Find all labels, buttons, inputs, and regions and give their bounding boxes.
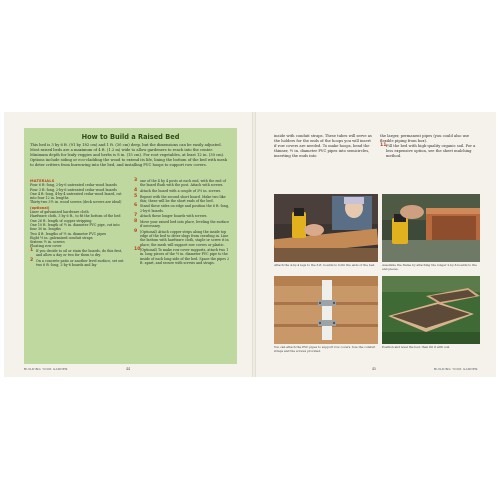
photo-finished-beds xyxy=(382,276,480,344)
step-number: 7 xyxy=(134,213,138,219)
step-number: 11 xyxy=(380,142,387,148)
optional-item: Eight ½ in. galvanized conduit straps xyxy=(30,235,93,240)
step-text: Repeat with the second short board. Make two like this; these will be the short ends of the bed. xyxy=(140,194,226,203)
book-spine xyxy=(252,112,256,377)
step-number: 2 xyxy=(30,257,34,263)
optional-item: Sixteen ½ in. screws xyxy=(30,240,65,245)
step-number: 8 xyxy=(134,218,138,224)
photo-assembling-frame xyxy=(382,194,480,262)
step-number: 6 xyxy=(134,203,138,209)
continued-text: the larger, permanent pipes (you could also use flexible piping from box). xyxy=(380,134,470,143)
material-item: Four 3 ft.-long, 2-by-6 untreated cedar wood boards xyxy=(30,187,117,192)
materials-heading: MATERIALS xyxy=(30,179,55,183)
step-item xyxy=(134,214,230,219)
optional-item: Two 4 ft. lengths of ½ in. diameter PVC pipes xyxy=(30,231,107,236)
step-number: 5 xyxy=(134,193,138,199)
photo-drilling-board xyxy=(274,194,378,262)
page-number-left: 44 xyxy=(126,367,131,371)
photo-finished-beds-image xyxy=(382,276,480,344)
optional-item: Floating row cover xyxy=(30,244,62,249)
optional-item: Liner of galvanized hardware cloth xyxy=(30,210,89,215)
optional-item: One 10 ft. length of ½ in. diameter PVC pipe, cut into four 30 in. lengths xyxy=(30,222,120,232)
step-item xyxy=(134,189,230,194)
material-item: Four 6 ft.-long, 2-by-6 untreated cedar wood boards xyxy=(30,183,117,188)
steps-column xyxy=(134,179,230,266)
page-title: How to Build a Raised Bed xyxy=(81,133,180,141)
photo-assembling-frame-image xyxy=(382,194,480,262)
photo-pipe-strap-image xyxy=(274,276,378,344)
right-text-column-1: inside with conduit straps. These tubes will serve as the holders for the ends of the hoops you will insert if row covers are needed. To make hoops, bend the thinner, ½ in. diameter PVC pipes into semicircles, inserting the ends into xyxy=(274,134,372,158)
instructions-panel xyxy=(24,128,237,364)
running-head-left: BUILDING YOUR GARDEN xyxy=(24,367,68,371)
step-text: Fill the bed with high-quality organic soil. For a less expensive option, see the sheet mulching method. xyxy=(386,143,476,158)
material-item: One 4 ft.-long, 4-by-4 untreated cedar wood board, cut into four 12 in. lengths xyxy=(30,191,122,201)
step-number: 1 xyxy=(30,247,34,253)
right-text-column-2 xyxy=(380,134,480,160)
step-text: Move your raised bed into place, leveling the surface if necessary. xyxy=(140,219,230,229)
optional-item: Hardware cloth, 3 by 6 ft., to fit the bottom of the bed xyxy=(30,214,121,219)
step-number: 3 xyxy=(134,178,138,183)
step-item xyxy=(134,204,230,213)
step-text: If you decide to oil or stain the boards, do this first, and allow a day or two for them to dry. xyxy=(36,248,123,258)
step-item xyxy=(134,230,230,247)
optional-heading: (optional) xyxy=(30,205,50,210)
photo-drilling-board-image xyxy=(274,194,378,262)
photo-caption: Attach the 4-by-4 legs to the 3-ft. boards to form the ends of the bed. xyxy=(274,263,376,267)
step-text: (Optional) Attach copper strips along the inside top edge of the bed to deter slugs from crawling in. Line the bottom with hardware cloth, staple or screw it in place; the mesh will support row covers or plastic. xyxy=(140,229,229,247)
running-head-right: BUILDING YOUR GARDEN xyxy=(434,367,478,371)
step-item xyxy=(134,248,230,265)
page-number-right: 45 xyxy=(372,367,377,371)
step-text: On a concrete patio or another level surface, set out two 6 ft.-long, 2-by-6 boards and lay xyxy=(36,258,124,267)
step-text: one of the 4 by 4 posts at each end, with the end of the board flush with the post. Attach with screws. xyxy=(140,179,226,188)
step-text: (Optional) To make row cover supports, attach two 1 in. long pieces of the ½ in. diameter PVC pipe to the inside of each long side of the bed. Space the pipes 2 ft. apart, and secure with screws and straps. xyxy=(140,248,230,265)
step-text: Stand these sides on edge and position the 6 ft.-long, 2-by-6 boards. xyxy=(140,204,230,213)
photo-caption: Position and level the bed, then fill it with soil. xyxy=(382,345,451,349)
step-item xyxy=(134,220,230,229)
step-text: Attach these longer boards with screws. xyxy=(140,214,208,219)
intro-paragraph: This bed is 3 by 6 ft. (91 by 182 cm) and 1 ft. (30 cm) deep, but the dimensions can be easily adjusted. Most raised beds are a maximum of 4 ft. (1.2 m) wide to allow gardeners to reach into the center. Minimum depth for leafy veggies and herbs is 8 in. (15 cm). For root vegetables, at least 12 in. (30 cm). Options include siding or eco-cladding the wood to extend its life, lining the bottom of the bed with mesh to deter critters from burrowing into the bed, and installing PVC hoops to support row covers. xyxy=(30,143,228,167)
step-item xyxy=(134,179,230,188)
step-item xyxy=(30,249,126,258)
step-item xyxy=(380,144,480,159)
step-text: Attach the board with a couple of 3½ in. screws. xyxy=(140,188,222,193)
optional-item: One 26 ft. length of copper stripping xyxy=(30,218,92,223)
materials-column xyxy=(30,179,126,268)
step-item xyxy=(134,195,230,204)
book-spread xyxy=(4,112,496,377)
photo-caption: Assemble the frame by attaching the longer 2-by-6 boards to the end pieces. xyxy=(382,263,477,271)
step-number: 4 xyxy=(134,187,138,193)
step-number: 10 xyxy=(134,247,141,253)
photo-caption: You can attach the PVC pipes to support row covers. Use the conduit straps and the screws provided. xyxy=(274,345,376,353)
photo-pipe-strap xyxy=(274,276,378,344)
step-item xyxy=(30,259,126,268)
step-number: 9 xyxy=(134,228,138,234)
material-item: Thirty-two 3½ in. wood screws (deck screws are ideal) xyxy=(30,200,122,205)
